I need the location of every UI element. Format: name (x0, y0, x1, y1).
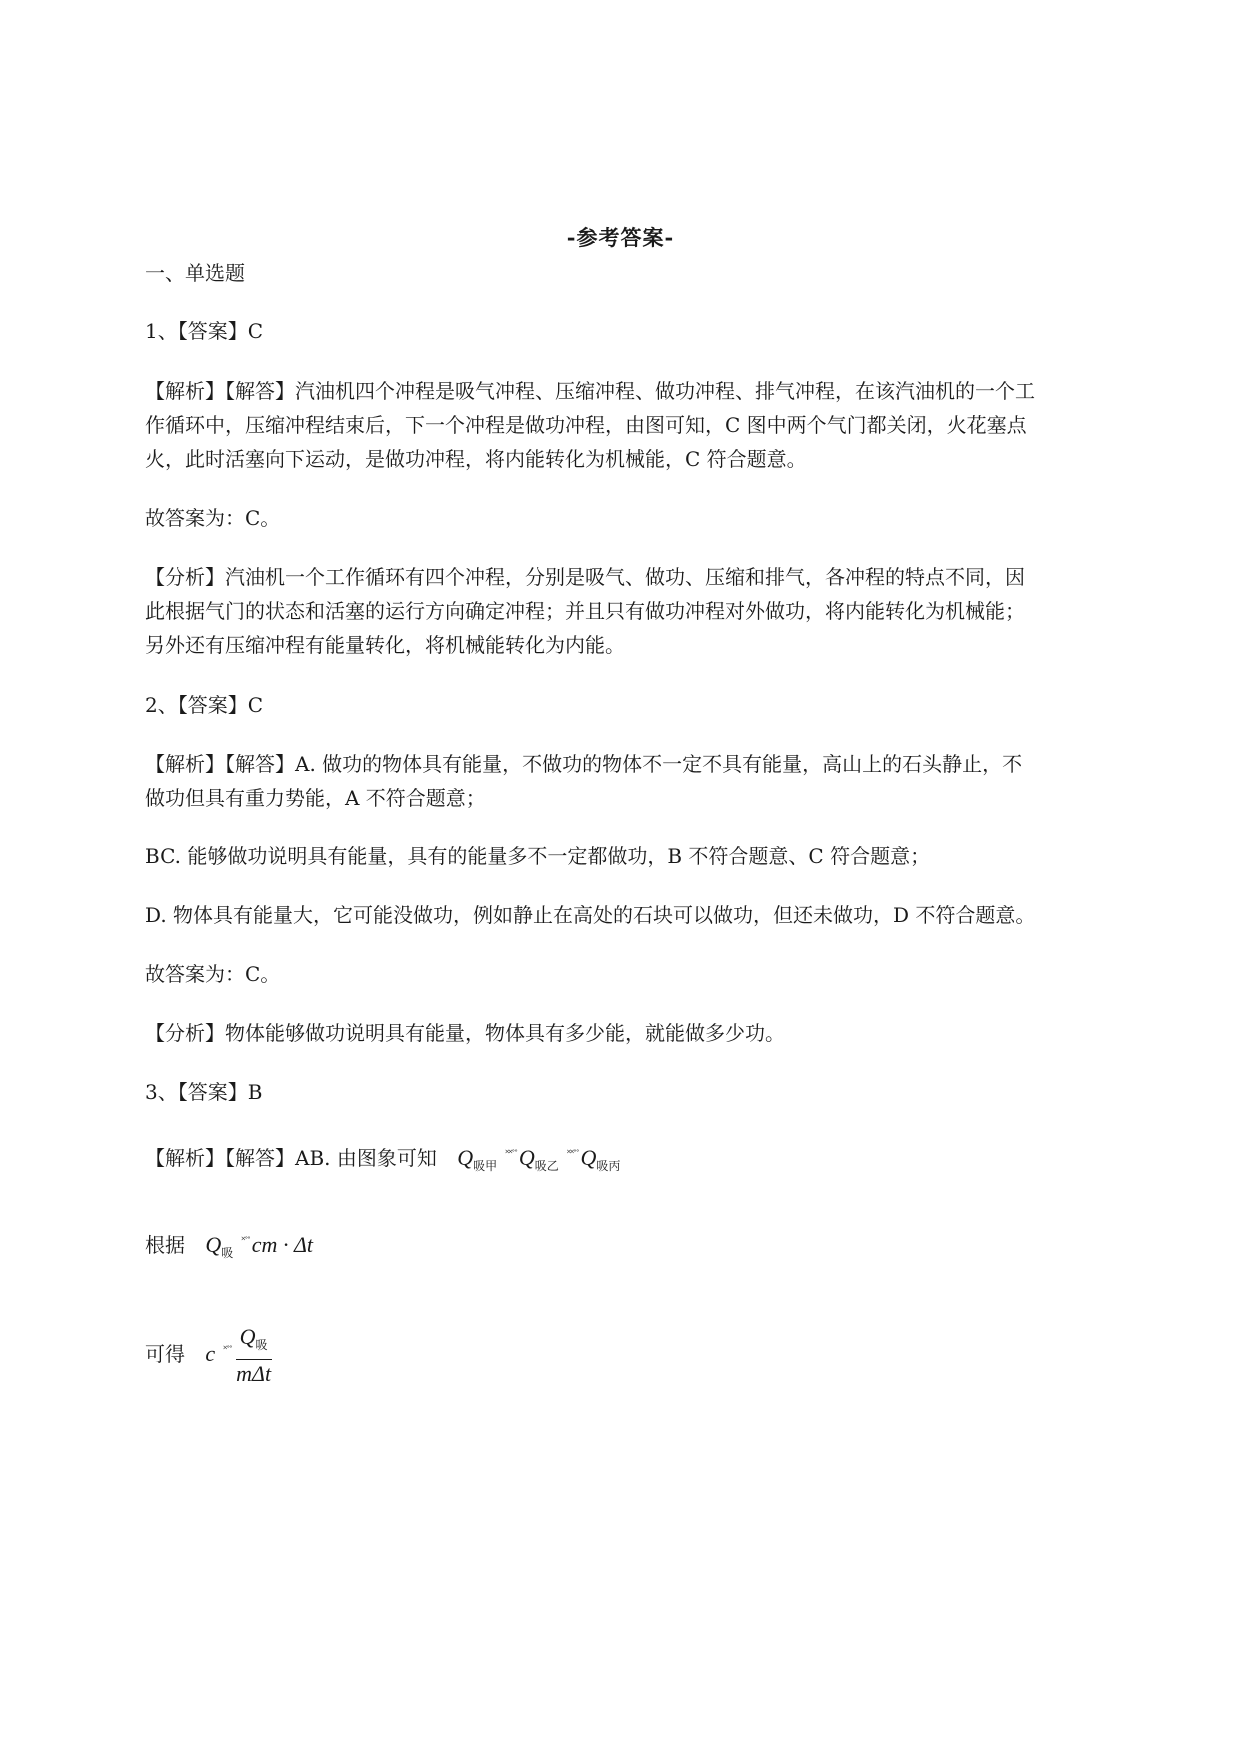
subscript-bing: 吸丙 (596, 1159, 621, 1173)
q2-option-bc: BC. 能够做功说明具有能量，具有的能量多不一定都做功，B 不符合题意、C 符合题意； (145, 844, 931, 868)
q1-analysis-line-2: 作循环中，压缩冲程结束后，下一个冲程是做功冲程，由图可知，C 图中两个气门都关闭，火花塞点 (145, 413, 1027, 437)
subscript-xi: 吸 (255, 1338, 268, 1353)
subscript-xi: 吸 (221, 1246, 234, 1260)
q-symbol: Q (457, 1145, 474, 1170)
q2-analysis-line-1: 【解析】【解答】A. 做功的物体具有能量，不做功的物体不一定不具有能量，高山上的石头静止，不 (145, 752, 1023, 776)
c-symbol: c (205, 1341, 216, 1366)
relation-symbol: ˟˚˚ (241, 1235, 250, 1247)
q1-remark-line-1: 【分析】汽油机一个工作循环有四个冲程，分别是吸气、做功、压缩和排气，各冲程的特点不同，因 (145, 565, 1025, 589)
q2-analysis-line-2: 做功但具有重力势能，A 不符合题意； (145, 786, 486, 810)
section-heading: 一、单选题 (145, 261, 245, 285)
q-symbol: Q (239, 1324, 256, 1350)
relation-symbol: ˟˚˚ (223, 1344, 232, 1356)
q-symbol: Q (518, 1145, 535, 1170)
q2-answer: 2、【答案】C (145, 693, 264, 717)
q3-derive-prefix: 可得 (145, 1342, 185, 1366)
fraction-denominator: mΔt (236, 1361, 272, 1387)
q2-option-d: D. 物体具有能量大，它可能没做功，例如静止在高处的石块可以做功，但还未做功，D 不符合题意。 (145, 903, 1036, 927)
q3-basis-prefix: 根据 (145, 1233, 185, 1257)
fraction-numerator (236, 1325, 272, 1360)
q3-formula-3 (205, 1324, 272, 1387)
q3-answer: 3、【答案】B (145, 1080, 263, 1104)
q3-basis-line (145, 1227, 1145, 1267)
q1-answer: 1、【答案】C (145, 319, 264, 343)
formula-rhs: cm · Δt (251, 1232, 313, 1257)
page-title: -参考答案- (566, 225, 675, 250)
q3-analysis-line (145, 1140, 1145, 1180)
q1-remark-line-3: 另外还有压缩冲程有能量转化，将机械能转化为内能。 (145, 633, 625, 657)
relation-symbol: ˟˟˚˚ (566, 1148, 579, 1160)
q2-remark: 【分析】物体能够做功说明具有能量，物体具有多少能，就能做多少功。 (145, 1021, 785, 1045)
q3-formula-1 (457, 1145, 621, 1173)
q3-formula-2 (205, 1232, 313, 1260)
q2-conclusion: 故答案为：C。 (145, 962, 281, 986)
q1-conclusion: 故答案为：C。 (145, 506, 281, 530)
subscript-yi: 吸乙 (534, 1159, 559, 1173)
q1-analysis-line-1: 【解析】【解答】汽油机四个冲程是吸气冲程、压缩冲程、做功冲程、排气冲程，在该汽油机的一个工 (145, 379, 1035, 403)
fraction (236, 1325, 272, 1386)
q-symbol: Q (580, 1145, 597, 1170)
q1-remark-line-2: 此根据气门的状态和活塞的运行方向确定冲程；并且只有做功冲程对外做功，将内能转化为机械能； (145, 599, 1025, 623)
subscript-jia: 吸甲 (473, 1159, 498, 1173)
q3-analysis-prefix: 【解析】【解答】AB. 由图象可知 (145, 1146, 437, 1170)
relation-symbol: ˟˟˚˚ (505, 1148, 517, 1160)
q3-derive-line (145, 1322, 1145, 1386)
q-symbol: Q (205, 1232, 222, 1257)
q1-analysis-line-3: 火，此时活塞向下运动，是做功冲程，将内能转化为机械能，C 符合题意。 (145, 447, 807, 471)
